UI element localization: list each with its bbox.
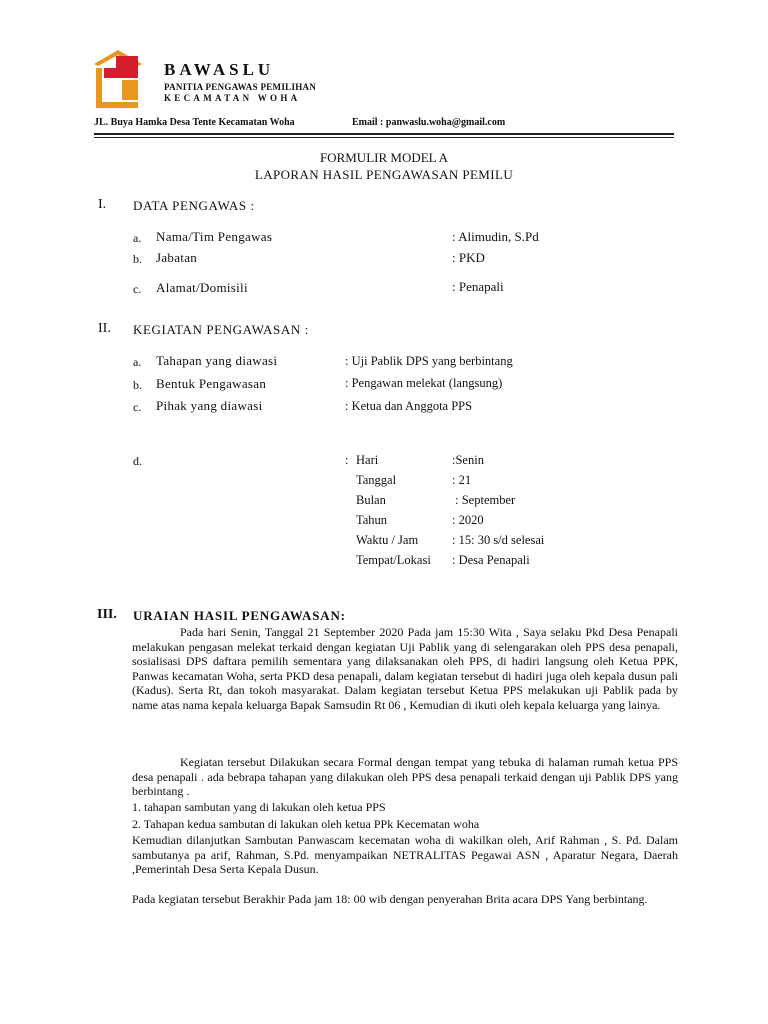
form-subtitle: LAPORAN HASIL PENGAWASAN PEMILU — [254, 167, 514, 182]
report-paragraph-2 — [132, 755, 678, 799]
field-value-form: : Pengawan melekat (langsung) — [345, 376, 503, 390]
field-label-position: Jabatan — [156, 250, 198, 265]
section2-item-letter: a. — [133, 355, 142, 369]
section1-item-letter: c. — [133, 282, 142, 296]
datetime-value-location: : Desa Penapali — [452, 553, 530, 567]
report-paragraph-4-text: Pada kegiatan tersebut Berakhir Pada jam 18: 00 wib dengan penyerahan Brita acara DPS Yang berbintang. — [132, 892, 648, 906]
report-step-1: 1. tahapan sambutan yang di lakukan oleh ketua PPS — [132, 800, 386, 814]
field-label-name: Nama/Tim Pengawas — [156, 229, 273, 244]
datetime-value-year: : 2020 — [452, 513, 484, 527]
field-value-position: : PKD — [452, 250, 485, 265]
report-paragraph-1 — [132, 625, 678, 713]
field-value-name: : Alimudin, S.Pd — [452, 229, 539, 244]
report-step-2: 2. Tahapan kedua sambutan di lakukan oleh ketua PPk Kecematan woha — [132, 817, 480, 831]
office-email: Email : panwaslu.woha@gmail.com — [352, 117, 506, 128]
field-label-address: Alamat/Domisili — [156, 280, 248, 295]
datetime-label-month: Bulan — [356, 493, 386, 507]
datetime-value-date: : 21 — [452, 473, 472, 487]
brand-district: KECAMATAN WOHA — [164, 93, 301, 103]
datetime-value-time: : 15: 30 s/d selesai — [452, 533, 545, 547]
form-title: FORMULIR MODEL A — [319, 150, 449, 165]
datetime-label-date: Tanggal — [356, 473, 397, 487]
field-label-stage: Tahapan yang diawasi — [156, 353, 278, 368]
field-value-address: : Penapali — [452, 279, 504, 294]
field-label-form: Bentuk Pengawasan — [156, 376, 267, 391]
report-paragraph-4 — [132, 892, 678, 907]
section2-title: KEGIATAN PENGAWASAN : — [133, 322, 309, 337]
section1-item-letter: a. — [133, 231, 142, 245]
datetime-label-day: Hari — [356, 453, 379, 467]
datetime-label-location: Tempat/Lokasi — [356, 553, 431, 567]
report-paragraph-3 — [132, 833, 678, 877]
header-rule-thick — [94, 133, 674, 135]
datetime-label-year: Tahun — [356, 513, 388, 527]
section1-item-letter: b. — [133, 252, 142, 266]
datetime-value-day: :Senin — [452, 453, 484, 467]
datetime-colon: : — [345, 453, 349, 467]
section2-number: II. — [98, 321, 111, 336]
report-paragraph-3-text: Kemudian dilanjutkan Sambutan Panwascam kecematan woha di wakilkan oleh, Arif Rahman , S. Pd. Dalam sambutanya pa arif, Rahman, S.Pd. menyampaikan NETRALITAS Pegawai ASN , Aparatur Negara, Daerah ,Pemerintah Desa Serta Kepala Dusun. — [132, 833, 678, 877]
report-paragraph-1-text: Pada hari Senin, Tanggal 21 September 2020 Pada jam 15:30 Wita , Saya selaku Pkd Desa Penapali melakukan pengasan melekat terkaid dengan kegiatan Uji Pablik yang di selengarakan oleh PPS desa penapali, sosialisasi DPS daftara pemilih sementara yang dilaksanakan oleh PPS, di hadiri langsung oleh Ketua PPK, Panwas kecamatan Woha, serta PKD desa penapali, dalam kegiatan tersebut di hadiri juga oleh kepala dusun pali (Kadus). Serta Rt, dan tokoh masyarakat. Dalam kegiatan tersebut Ketua PPS melakukan uji Pablik pada by name atas nama kepala keluarga Bapak Samsudin Rt 06 , Kemudian di ikuti oleh kepala keluarga yang lainya. — [132, 625, 678, 712]
report-paragraph-2-text: Kegiatan tersebut Dilakukan secara Formal dengan tempat yang tebuka di halaman rumah ketua PPS desa penapali . ada bebrapa tahapan yang dilakukan oleh PPS desa penapali terkaid dengan uji Pablik DPS yang berbintang . — [132, 755, 678, 799]
section2-item-letter-d: d. — [133, 454, 142, 468]
section2-item-letter: c. — [133, 400, 142, 414]
brand-name: BAWASLU — [164, 60, 275, 79]
header-rule-thin — [94, 137, 674, 138]
section1-number: I. — [98, 197, 107, 212]
field-value-party: : Ketua dan Anggota PPS — [345, 399, 473, 413]
brand-subtitle: PANITIA PENGAWAS PEMILIHAN — [164, 82, 317, 92]
section3-title: URAIAN HASIL PENGAWASAN: — [133, 608, 346, 623]
section2-item-letter: b. — [133, 378, 142, 392]
field-label-party: Pihak yang diawasi — [156, 398, 263, 413]
section1-title: DATA PENGAWAS : — [133, 198, 255, 213]
bawaslu-logo — [94, 50, 156, 110]
field-value-stage: : Uji Pablik DPS yang berbintang — [345, 354, 513, 368]
datetime-label-time: Waktu / Jam — [356, 533, 419, 547]
office-address: JL. Buya Hamka Desa Tente Kecamatan Woha — [94, 117, 295, 128]
datetime-value-month: : September — [452, 493, 516, 507]
section3-number: III. — [97, 607, 117, 622]
